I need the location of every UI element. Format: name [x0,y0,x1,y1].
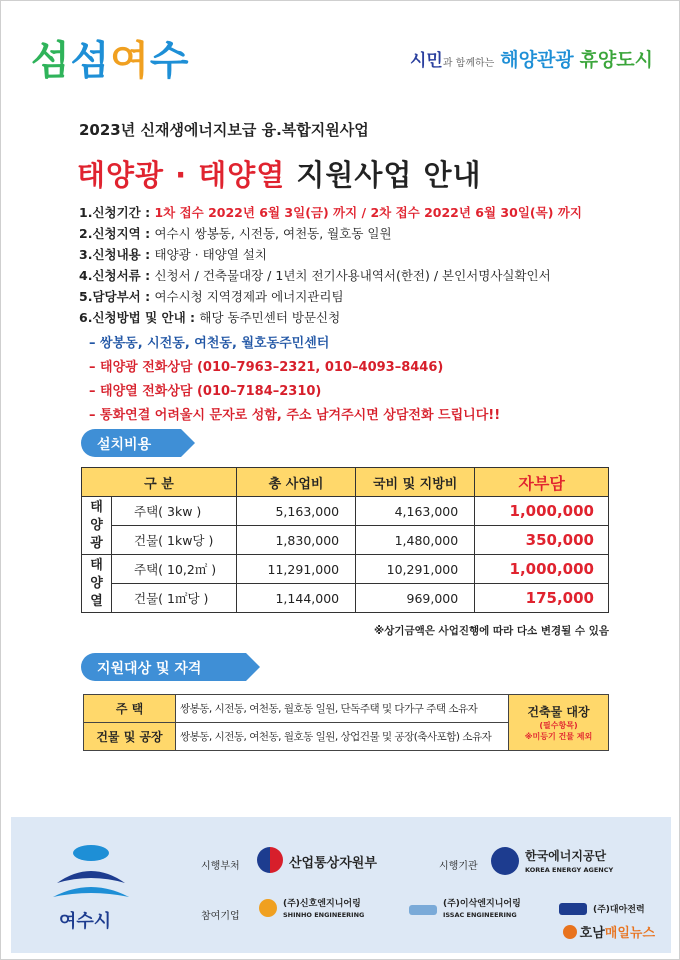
col-category: 구 분 [82,468,237,497]
page-title: 태양광 · 태양열 지원사업 안내 [77,158,482,192]
footer-sponsors: 여수시 시행부처 산업통상자원부 시행기관 한국에너지공단 KOREA ENERGY AGENCY 참여기업 (주)신호엔지니어링 SHINHO ENGINEERING (주)이삭엔지니어링 ISSAC ENGINEERING (주)대아전력 호남매일뉴스 [11,817,671,953]
shinho-logo-icon [259,899,277,917]
col-total: 총 사업비 [237,468,356,497]
korea-government-emblem-icon [257,847,283,873]
section-install-cost: 설치비용 [81,429,181,457]
agency-name: 한국에너지공단 KOREA ENERGY AGENCY [525,849,614,874]
col-self: 자부담 [475,468,609,497]
eligibility-table [83,694,609,751]
cost-table-header [82,468,609,497]
info-department: 5.담당부서 : 여수시청 지역경제과 에너지관리팀 [79,289,344,304]
section-eligibility: 지원대상 및 자격 [81,653,246,681]
group-solar-pv: 태 양 광 [82,497,112,555]
kea-logo-icon [491,847,519,875]
city-slogan-logo: 시민과 함께하는 해양관광 휴양도시 [409,49,653,71]
info-method: 6.신청방법 및 안내 : 해당 동주민센터 방문신청 [79,310,341,325]
bullet-sms-notice: – 통화연결 어려울시 문자로 성함, 주소 남겨주시면 상담전화 드립니다!! [89,408,501,423]
cost-table [81,467,609,613]
news-logo-icon [563,925,577,939]
bullet-solar-pv-phone: – 태양광 전화상담 (010–7963–2321, 010–4093–8446) [89,360,444,375]
bullet-centers: – 쌍봉동, 시전동, 여천동, 월호동주민센터 [89,336,330,351]
info-region: 2.신청지역 : 여수시 쌍봉동, 시전동, 여천동, 월호동 일원 [79,226,392,241]
city-name: 여수시 [59,911,112,932]
building-register-requirement: 건축물 대장 (필수항목) ※미등기 건물 제외 [509,695,609,751]
table-row: 주 택 쌍봉동, 시전동, 여천동, 월호동 일원, 단독주택 및 다가구 주택 소유자 건축물 대장 (필수항목) ※미등기 건물 제외 [84,695,609,723]
table-row: 건물( 1kw당 ) 1,830,000 1,480,000 350,000 [82,526,609,555]
group-solar-thermal: 태 양 열 [82,555,112,613]
info-documents: 4.신청서류 : 신청서 / 건축물대장 / 1년치 전기사용내역서(한전) / 본인서명사실확인서 [79,268,551,283]
col-gov: 국비 및 지방비 [356,468,475,497]
partner-shinho: (주)신호엔지니어링 SHINHO ENGINEERING [283,899,365,919]
program-subtitle: 2023년 신재생에너지보급 융.복합지원사업 [79,121,369,139]
info-period: 1.신청기간 : 1차 접수 2022년 6월 3일(금) 까지 / 2차 접수 2022년 6월 30일(목) 까지 [79,205,582,220]
info-content: 3.신청내용 : 태양광 · 태양열 설치 [79,247,267,262]
partner-issac: (주)이삭엔지니어링 ISSAC ENGINEERING [443,899,521,919]
yeosu-slogan-logo: 섬섬여수 [31,38,190,84]
daea-logo-icon [559,903,587,915]
news-watermark: 호남매일뉴스 [563,922,655,941]
partner-daea: (주)대아전력 [593,905,645,915]
yeosu-city-emblem-icon [51,839,131,909]
issac-logo-icon [409,905,437,915]
ministry-name: 산업통상자원부 [289,856,377,871]
table-row: 건물( 1㎡당 ) 1,144,000 969,000 175,000 [82,584,609,613]
table-row: 태 양 열 주택( 10,2㎡ ) 11,291,000 10,291,000 1,000,000 [82,555,609,584]
bullet-solar-thermal-phone: – 태양열 전화상담 (010–7184–2310) [89,384,322,399]
table-row: 태 양 광 주택( 3kw ) 5,163,000 4,163,000 1,000,000 [82,497,609,526]
price-change-note: ※상기금액은 사업진행에 따라 다소 변경될 수 있음 [373,625,609,637]
table-row: 건물 및 공장 쌍봉동, 시전동, 여천동, 월호동 일원, 상업건물 및 공장(축사포함) 소유자 [84,723,609,751]
